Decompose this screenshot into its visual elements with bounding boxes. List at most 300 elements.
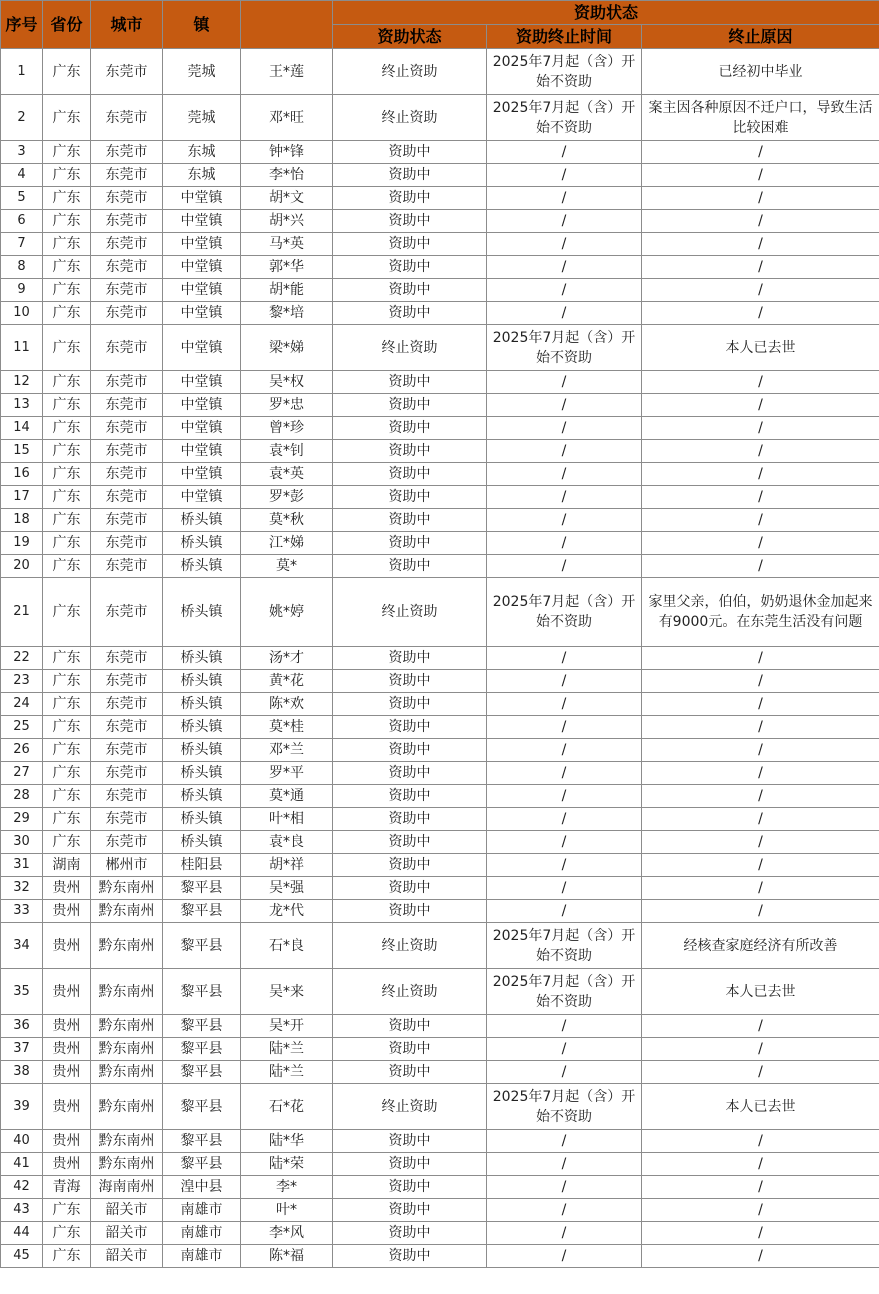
cell-name: 袁*良 — [241, 831, 333, 854]
cell-end-time: / — [487, 187, 642, 210]
cell-reason: / — [642, 1245, 879, 1268]
cell-town: 桥头镇 — [163, 762, 241, 785]
cell-reason: / — [642, 555, 879, 578]
cell-index: 23 — [1, 670, 43, 693]
table-row — [1, 877, 879, 900]
cell-city: 东莞市 — [91, 647, 163, 670]
cell-city: 东莞市 — [91, 417, 163, 440]
cell-province: 广东 — [43, 1199, 91, 1222]
cell-reason: / — [642, 854, 879, 877]
cell-name: 石*良 — [241, 923, 333, 969]
cell-province: 广东 — [43, 693, 91, 716]
cell-reason: / — [642, 739, 879, 762]
cell-end-time: / — [487, 808, 642, 831]
cell-index: 27 — [1, 762, 43, 785]
cell-town: 中堂镇 — [163, 210, 241, 233]
cell-province: 广东 — [43, 647, 91, 670]
cell-end-time: / — [487, 854, 642, 877]
cell-city: 东莞市 — [91, 302, 163, 325]
cell-province: 广东 — [43, 417, 91, 440]
table-row — [1, 693, 879, 716]
cell-index: 1 — [1, 49, 43, 95]
cell-reason: / — [642, 1130, 879, 1153]
cell-end-time: / — [487, 509, 642, 532]
cell-end-time: / — [487, 233, 642, 256]
cell-province: 广东 — [43, 256, 91, 279]
cell-index: 15 — [1, 440, 43, 463]
cell-town: 桥头镇 — [163, 555, 241, 578]
cell-town: 桥头镇 — [163, 693, 241, 716]
cell-reason: 本人已去世 — [642, 325, 879, 371]
cell-reason: / — [642, 417, 879, 440]
cell-status: 资助中 — [333, 762, 487, 785]
table-row — [1, 670, 879, 693]
cell-city: 东莞市 — [91, 578, 163, 647]
cell-city: 东莞市 — [91, 325, 163, 371]
cell-index: 16 — [1, 463, 43, 486]
cell-town: 黎平县 — [163, 900, 241, 923]
cell-index: 43 — [1, 1199, 43, 1222]
cell-city: 东莞市 — [91, 670, 163, 693]
cell-name: 黄*花 — [241, 670, 333, 693]
cell-status: 资助中 — [333, 1130, 487, 1153]
table-row — [1, 164, 879, 187]
cell-name: 陆*荣 — [241, 1153, 333, 1176]
cell-status: 终止资助 — [333, 578, 487, 647]
cell-status: 终止资助 — [333, 1084, 487, 1130]
cell-town: 中堂镇 — [163, 417, 241, 440]
cell-city: 东莞市 — [91, 95, 163, 141]
cell-town: 桂阳县 — [163, 854, 241, 877]
cell-city: 黔东南州 — [91, 1153, 163, 1176]
table-row — [1, 1084, 879, 1130]
cell-name: 罗*平 — [241, 762, 333, 785]
cell-town: 桥头镇 — [163, 785, 241, 808]
cell-city: 黔东南州 — [91, 969, 163, 1015]
cell-reason: / — [642, 187, 879, 210]
table-row — [1, 532, 879, 555]
cell-name: 叶* — [241, 1199, 333, 1222]
cell-end-time: / — [487, 532, 642, 555]
cell-index: 39 — [1, 1084, 43, 1130]
header-index: 序号 — [1, 1, 43, 49]
cell-status: 资助中 — [333, 647, 487, 670]
table-row — [1, 854, 879, 877]
header-city: 城市 — [91, 1, 163, 49]
cell-city: 东莞市 — [91, 49, 163, 95]
cell-status: 资助中 — [333, 808, 487, 831]
table-row — [1, 900, 879, 923]
cell-name: 龙*代 — [241, 900, 333, 923]
cell-status: 终止资助 — [333, 49, 487, 95]
cell-end-time: / — [487, 1061, 642, 1084]
cell-end-time: / — [487, 831, 642, 854]
cell-town: 中堂镇 — [163, 187, 241, 210]
cell-end-time: / — [487, 1015, 642, 1038]
cell-reason: / — [642, 762, 879, 785]
cell-province: 湖南 — [43, 854, 91, 877]
table-row — [1, 1038, 879, 1061]
cell-province: 广东 — [43, 302, 91, 325]
cell-province: 贵州 — [43, 1038, 91, 1061]
cell-end-time: / — [487, 1153, 642, 1176]
table-row — [1, 716, 879, 739]
cell-end-time: 2025年7月起（含）开始不资助 — [487, 95, 642, 141]
cell-province: 广东 — [43, 578, 91, 647]
cell-reason: / — [642, 716, 879, 739]
table-row — [1, 49, 879, 95]
cell-index: 11 — [1, 325, 43, 371]
cell-name: 吴*来 — [241, 969, 333, 1015]
cell-city: 东莞市 — [91, 440, 163, 463]
cell-city: 东莞市 — [91, 279, 163, 302]
cell-reason: / — [642, 670, 879, 693]
cell-reason: / — [642, 233, 879, 256]
cell-reason: / — [642, 900, 879, 923]
cell-status: 资助中 — [333, 509, 487, 532]
cell-name: 马*英 — [241, 233, 333, 256]
cell-end-time: 2025年7月起（含）开始不资助 — [487, 325, 642, 371]
header-group-status: 资助状态 — [333, 1, 879, 25]
cell-status: 资助中 — [333, 371, 487, 394]
cell-status: 资助中 — [333, 302, 487, 325]
cell-status: 资助中 — [333, 1222, 487, 1245]
table-row — [1, 463, 879, 486]
cell-end-time: / — [487, 1245, 642, 1268]
header-status: 资助状态 — [333, 25, 487, 49]
cell-status: 终止资助 — [333, 95, 487, 141]
cell-name: 陆*兰 — [241, 1038, 333, 1061]
cell-name: 石*花 — [241, 1084, 333, 1130]
cell-index: 4 — [1, 164, 43, 187]
cell-name: 吴*开 — [241, 1015, 333, 1038]
cell-name: 钟*锋 — [241, 141, 333, 164]
table-row — [1, 1245, 879, 1268]
cell-reason: / — [642, 256, 879, 279]
cell-status: 资助中 — [333, 785, 487, 808]
cell-province: 广东 — [43, 532, 91, 555]
cell-town: 桥头镇 — [163, 808, 241, 831]
cell-city: 东莞市 — [91, 463, 163, 486]
cell-reason: / — [642, 693, 879, 716]
cell-name: 胡*能 — [241, 279, 333, 302]
cell-index: 20 — [1, 555, 43, 578]
cell-status: 资助中 — [333, 1061, 487, 1084]
cell-province: 广东 — [43, 716, 91, 739]
cell-index: 36 — [1, 1015, 43, 1038]
cell-city: 韶关市 — [91, 1222, 163, 1245]
cell-reason: / — [642, 394, 879, 417]
cell-name: 陈*福 — [241, 1245, 333, 1268]
cell-index: 18 — [1, 509, 43, 532]
table-row — [1, 394, 879, 417]
cell-index: 30 — [1, 831, 43, 854]
cell-reason: / — [642, 785, 879, 808]
header-town: 镇 — [163, 1, 241, 49]
cell-status: 资助中 — [333, 233, 487, 256]
cell-city: 黔东南州 — [91, 877, 163, 900]
cell-index: 13 — [1, 394, 43, 417]
cell-status: 资助中 — [333, 486, 487, 509]
table-row — [1, 647, 879, 670]
cell-province: 广东 — [43, 394, 91, 417]
cell-province: 广东 — [43, 762, 91, 785]
cell-city: 东莞市 — [91, 141, 163, 164]
cell-reason: / — [642, 831, 879, 854]
cell-city: 东莞市 — [91, 831, 163, 854]
cell-status: 终止资助 — [333, 325, 487, 371]
cell-town: 黎平县 — [163, 1084, 241, 1130]
cell-town: 东城 — [163, 164, 241, 187]
cell-province: 广东 — [43, 141, 91, 164]
cell-index: 37 — [1, 1038, 43, 1061]
cell-status: 资助中 — [333, 877, 487, 900]
table-row — [1, 95, 879, 141]
cell-province: 贵州 — [43, 1015, 91, 1038]
cell-reason: / — [642, 1153, 879, 1176]
cell-index: 5 — [1, 187, 43, 210]
table-row — [1, 1176, 879, 1199]
cell-status: 资助中 — [333, 187, 487, 210]
cell-reason: / — [642, 210, 879, 233]
cell-index: 24 — [1, 693, 43, 716]
cell-province: 广东 — [43, 233, 91, 256]
cell-name: 罗*忠 — [241, 394, 333, 417]
table-row — [1, 509, 879, 532]
cell-index: 35 — [1, 969, 43, 1015]
cell-city: 韶关市 — [91, 1199, 163, 1222]
cell-status: 资助中 — [333, 279, 487, 302]
cell-name: 袁*钊 — [241, 440, 333, 463]
cell-status: 资助中 — [333, 210, 487, 233]
table-row — [1, 141, 879, 164]
cell-index: 31 — [1, 854, 43, 877]
cell-town: 中堂镇 — [163, 233, 241, 256]
cell-reason: / — [642, 647, 879, 670]
cell-name: 吴*权 — [241, 371, 333, 394]
cell-status: 资助中 — [333, 670, 487, 693]
cell-town: 桥头镇 — [163, 509, 241, 532]
cell-province: 贵州 — [43, 1061, 91, 1084]
cell-index: 25 — [1, 716, 43, 739]
cell-name: 姚*婷 — [241, 578, 333, 647]
cell-reason: / — [642, 877, 879, 900]
cell-province: 广东 — [43, 509, 91, 532]
cell-town: 湟中县 — [163, 1176, 241, 1199]
cell-reason: 本人已去世 — [642, 1084, 879, 1130]
cell-name: 王*莲 — [241, 49, 333, 95]
cell-name: 邓*旺 — [241, 95, 333, 141]
cell-status: 资助中 — [333, 417, 487, 440]
cell-name: 陆*华 — [241, 1130, 333, 1153]
cell-end-time: / — [487, 371, 642, 394]
cell-end-time: 2025年7月起（含）开始不资助 — [487, 578, 642, 647]
cell-town: 中堂镇 — [163, 486, 241, 509]
cell-index: 29 — [1, 808, 43, 831]
cell-name: 莫* — [241, 555, 333, 578]
cell-index: 34 — [1, 923, 43, 969]
cell-index: 41 — [1, 1153, 43, 1176]
cell-status: 资助中 — [333, 1153, 487, 1176]
cell-end-time: 2025年7月起（含）开始不资助 — [487, 1084, 642, 1130]
cell-city: 黔东南州 — [91, 1130, 163, 1153]
cell-end-time: / — [487, 279, 642, 302]
cell-name: 黎*培 — [241, 302, 333, 325]
cell-status: 资助中 — [333, 440, 487, 463]
cell-town: 黎平县 — [163, 1153, 241, 1176]
cell-town: 桥头镇 — [163, 739, 241, 762]
cell-name: 袁*英 — [241, 463, 333, 486]
cell-city: 东莞市 — [91, 187, 163, 210]
cell-province: 广东 — [43, 486, 91, 509]
cell-city: 东莞市 — [91, 762, 163, 785]
cell-end-time: / — [487, 1199, 642, 1222]
cell-status: 资助中 — [333, 141, 487, 164]
cell-name: 胡*祥 — [241, 854, 333, 877]
cell-end-time: / — [487, 1176, 642, 1199]
cell-reason: / — [642, 1015, 879, 1038]
cell-name: 叶*相 — [241, 808, 333, 831]
cell-index: 8 — [1, 256, 43, 279]
cell-end-time: 2025年7月起（含）开始不资助 — [487, 49, 642, 95]
cell-status: 资助中 — [333, 1176, 487, 1199]
cell-name: 胡*兴 — [241, 210, 333, 233]
cell-index: 6 — [1, 210, 43, 233]
cell-city: 东莞市 — [91, 532, 163, 555]
cell-town: 南雄市 — [163, 1245, 241, 1268]
cell-town: 东城 — [163, 141, 241, 164]
cell-reason: / — [642, 164, 879, 187]
header-end-time: 资助终止时间 — [487, 25, 642, 49]
cell-city: 东莞市 — [91, 693, 163, 716]
cell-province: 广东 — [43, 187, 91, 210]
cell-end-time: / — [487, 486, 642, 509]
cell-name: 吴*强 — [241, 877, 333, 900]
table-row — [1, 417, 879, 440]
cell-index: 14 — [1, 417, 43, 440]
cell-town: 黎平县 — [163, 1038, 241, 1061]
cell-reason: / — [642, 1038, 879, 1061]
cell-status: 资助中 — [333, 900, 487, 923]
cell-town: 桥头镇 — [163, 532, 241, 555]
cell-reason: / — [642, 1061, 879, 1084]
cell-name: 莫*桂 — [241, 716, 333, 739]
cell-status: 资助中 — [333, 716, 487, 739]
table-row — [1, 739, 879, 762]
cell-town: 桥头镇 — [163, 716, 241, 739]
cell-end-time: / — [487, 877, 642, 900]
cell-province: 贵州 — [43, 877, 91, 900]
cell-city: 东莞市 — [91, 394, 163, 417]
cell-name: 莫*秋 — [241, 509, 333, 532]
table-row — [1, 1222, 879, 1245]
cell-index: 7 — [1, 233, 43, 256]
cell-index: 19 — [1, 532, 43, 555]
cell-reason: / — [642, 532, 879, 555]
cell-reason: / — [642, 486, 879, 509]
cell-name: 莫*通 — [241, 785, 333, 808]
cell-city: 东莞市 — [91, 739, 163, 762]
cell-province: 贵州 — [43, 900, 91, 923]
table-row — [1, 808, 879, 831]
cell-reason: / — [642, 371, 879, 394]
cell-index: 2 — [1, 95, 43, 141]
cell-end-time: / — [487, 1038, 642, 1061]
cell-name: 陈*欢 — [241, 693, 333, 716]
cell-town: 中堂镇 — [163, 279, 241, 302]
cell-index: 38 — [1, 1061, 43, 1084]
cell-reason: 家里父亲，伯伯，奶奶退休金加起来有9000元。在东莞生活没有问题 — [642, 578, 879, 647]
cell-name: 罗*彭 — [241, 486, 333, 509]
cell-index: 26 — [1, 739, 43, 762]
cell-status: 资助中 — [333, 739, 487, 762]
cell-end-time: / — [487, 739, 642, 762]
cell-name: 邓*兰 — [241, 739, 333, 762]
cell-status: 资助中 — [333, 1038, 487, 1061]
cell-end-time: / — [487, 762, 642, 785]
cell-index: 40 — [1, 1130, 43, 1153]
cell-end-time: / — [487, 302, 642, 325]
cell-province: 广东 — [43, 785, 91, 808]
table-row — [1, 210, 879, 233]
cell-index: 45 — [1, 1245, 43, 1268]
cell-end-time: / — [487, 716, 642, 739]
cell-town: 中堂镇 — [163, 325, 241, 371]
cell-city: 黔东南州 — [91, 923, 163, 969]
cell-province: 广东 — [43, 164, 91, 187]
cell-town: 南雄市 — [163, 1222, 241, 1245]
cell-end-time: / — [487, 647, 642, 670]
cell-city: 黔东南州 — [91, 1061, 163, 1084]
cell-town: 黎平县 — [163, 923, 241, 969]
table-row — [1, 1130, 879, 1153]
cell-province: 贵州 — [43, 1084, 91, 1130]
cell-reason: / — [642, 463, 879, 486]
table-row — [1, 762, 879, 785]
cell-town: 中堂镇 — [163, 302, 241, 325]
cell-end-time: / — [487, 141, 642, 164]
cell-province: 广东 — [43, 463, 91, 486]
cell-index: 22 — [1, 647, 43, 670]
cell-province: 青海 — [43, 1176, 91, 1199]
cell-status: 资助中 — [333, 854, 487, 877]
cell-town: 黎平县 — [163, 877, 241, 900]
cell-end-time: / — [487, 555, 642, 578]
cell-index: 42 — [1, 1176, 43, 1199]
cell-town: 中堂镇 — [163, 256, 241, 279]
cell-name: 李* — [241, 1176, 333, 1199]
cell-name: 李*风 — [241, 1222, 333, 1245]
cell-end-time: / — [487, 394, 642, 417]
cell-province: 广东 — [43, 739, 91, 762]
cell-status: 资助中 — [333, 164, 487, 187]
cell-reason: / — [642, 302, 879, 325]
cell-city: 黔东南州 — [91, 1038, 163, 1061]
cell-status: 资助中 — [333, 555, 487, 578]
cell-end-time: / — [487, 900, 642, 923]
cell-town: 桥头镇 — [163, 831, 241, 854]
cell-city: 东莞市 — [91, 509, 163, 532]
cell-city: 东莞市 — [91, 233, 163, 256]
cell-province: 贵州 — [43, 969, 91, 1015]
cell-index: 12 — [1, 371, 43, 394]
cell-town: 莞城 — [163, 95, 241, 141]
cell-town: 黎平县 — [163, 1061, 241, 1084]
cell-index: 21 — [1, 578, 43, 647]
table-header — [1, 1, 879, 49]
cell-status: 资助中 — [333, 256, 487, 279]
table-row — [1, 1061, 879, 1084]
